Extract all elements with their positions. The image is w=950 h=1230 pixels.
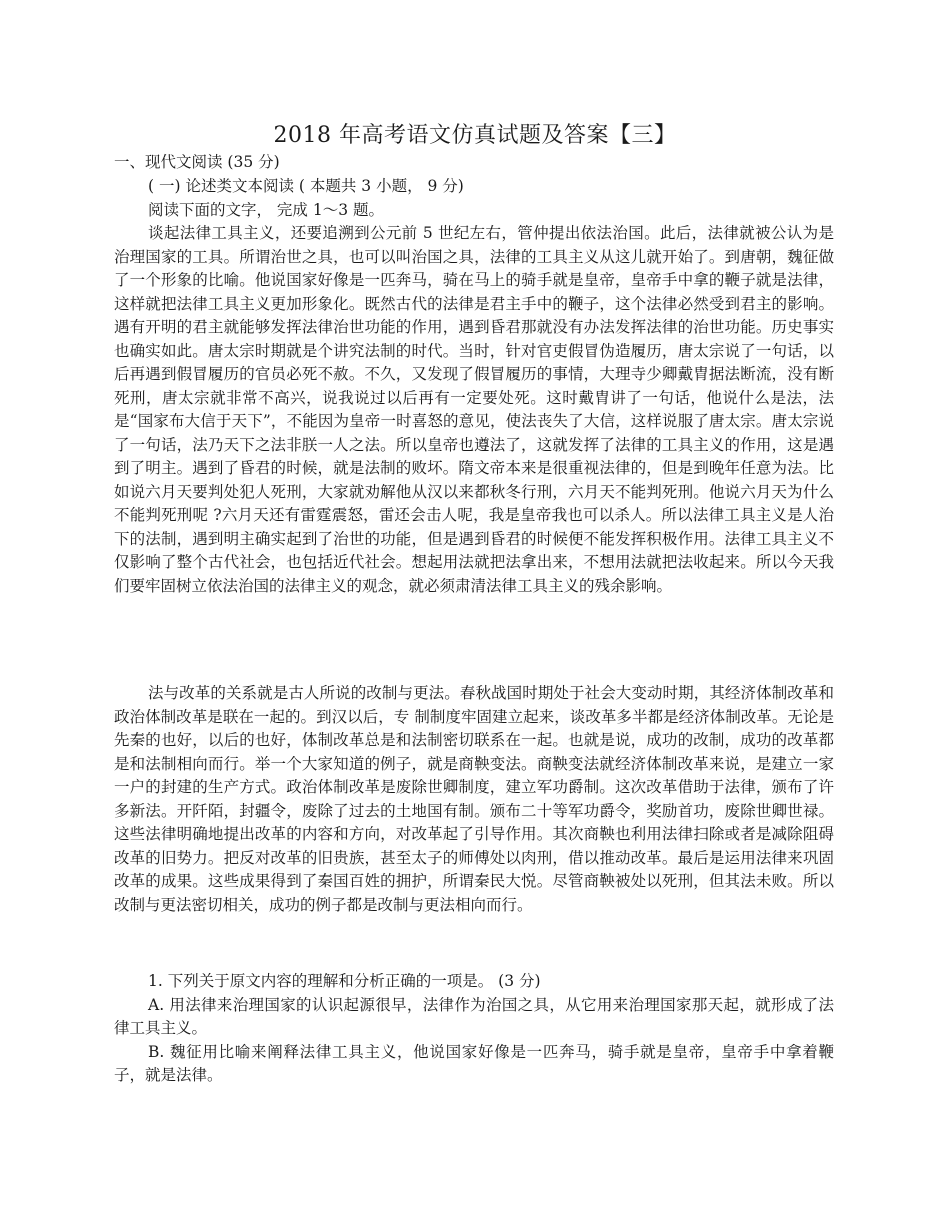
question-1-stem: 1. 下列关于原文内容的理解和分析正确的一项是。 (3 分) (148, 972, 541, 990)
document-title: 2018 年高考语文仿真试题及答案【三】 (273, 123, 677, 148)
question-1-option-a: A. 用法律来治理国家的认识起源很早，法律作为治国之具，从它用来治理国家那天起，就形成了法律工具主义。 (114, 995, 834, 1037)
question-1 (114, 970, 834, 1088)
passage-paragraph-1: 谈起法律工具主义，还要追溯到公元前 5 世纪左右，管仲提出依法治国。此后，法律就被公认为是治理国家的工具。所谓治世之具，也可以叫治国之具，法律的工具主义从这儿就开始了。到唐朝，魏征做了一个形象的比喻。他说国家好像是一匹奔马，骑在马上的骑手就是皇帝，皇帝手中拿的鞭子就是法律，这样就把法律工具主义更加形象化。既然古代的法律是君主手中的鞭子，这个法律必然受到君主的影响。遇有开明的君主就能够发挥法律治世功能的作用，遇到昏君那就没有办法发挥法律的治世功能。历史事实也确实如此。唐太宗时期就是个讲究法制的时代。当时，针对官吏假冒伪造履历，唐太宗说了一句话，以后再遇到假冒履历的官员必死不赦。不久，又发现了假冒履历的事情，大理寺少卿戴胄据法断流，没有断死刑，唐太宗就非常不高兴，说我说过以后再有一定要处死。这时戴胄讲了一句话，他说什么是法，法是“国家布大信于天下”，不能因为皇帝一时喜怒的意见，使法丧失了大信，这样说服了唐太宗。唐太宗说了一句话，法乃天下之法非朕一人之法。所以皇帝也遵法了，这就发挥了法律的工具主义的作用，这是遇到了明主。遇到了昏君的时候，就是法制的败坏。隋文帝本来是很重视法律的，但是到晚年任意为法。比如说六月天要判处犯人死刑，大家就劝解他从汉以来都秋冬行刑，六月天不能判死刑。他说六月天为什么不能判死刑呢 ?六月天还有雷霆震怒，雷还会击人呢，我是皇帝我也可以杀人。所以法律工具主义是人治下的法制，遇到明主确实起到了治世的功能，但是遇到昏君的时候便不能发挥积极作用。法律工具主义不仅影响了整个古代社会，也包括近代社会。想起用法就把法拿出来，不想用法就把法收起来。所以今天我们要牢固树立依法治国的法律主义的观念，就必须肃清法律工具主义的残余影响。 (114, 224, 835, 595)
reading-instruction: 阅读下面的文字， 完成 1～3 题。 (148, 201, 385, 219)
question-1-option-b: B. 魏征用比喻来阐释法律工具主义，他说国家好像是一匹奔马，骑手就是皇帝，皇帝手中拿着鞭子，就是法律。 (114, 1042, 834, 1084)
subsection-heading: ( 一) 论述类文本阅读 ( 本题共 3 小题， 9 分) (148, 177, 464, 195)
section-heading: 一、现代文阅读 (35 分) (114, 153, 280, 171)
passage-paragraph-2: 法与改革的关系就是古人所说的改制与更法。春秋战国时期处于社会大变动时期，其经济体制改革和政治体制改革是联在一起的。到汉以后，专 制制度牢固建立起来，谈改革多半都是经济体制改革。无论是先秦的也好，以后的也好，体制改革总是和法制密切联系在一起。也就是说，成功的改制，成功的改革都是和法制相向而行。举一个大家知道的例子，就是商鞅变法。商鞅变法就经济体制改革来说，是建立一家一户的封建的生产方式。政治体制改革是废除世卿制度，建立军功爵制。这次改革借助于法律，颁布了许多新法。开阡陌，封疆令，废除了过去的土地国有制。颁布二十等军功爵令，奖励首功，废除世卿世禄。这些法律明确地提出改革的内容和方向，对改革起了引导作用。其次商鞅也利用法律扫除或者是减除阻碍改革的旧势力。把反对改革的旧贵族，甚至太子的师傅处以肉刑，借以推动改革。最后是运用法律来巩固改革的成果。这些成果得到了秦国百姓的拥护，所谓秦民大悦。尽管商鞅被处以死刑，但其法未败。所以改制与更法密切相关，成功的例子都是改制与更法相向而行。 (114, 684, 834, 914)
